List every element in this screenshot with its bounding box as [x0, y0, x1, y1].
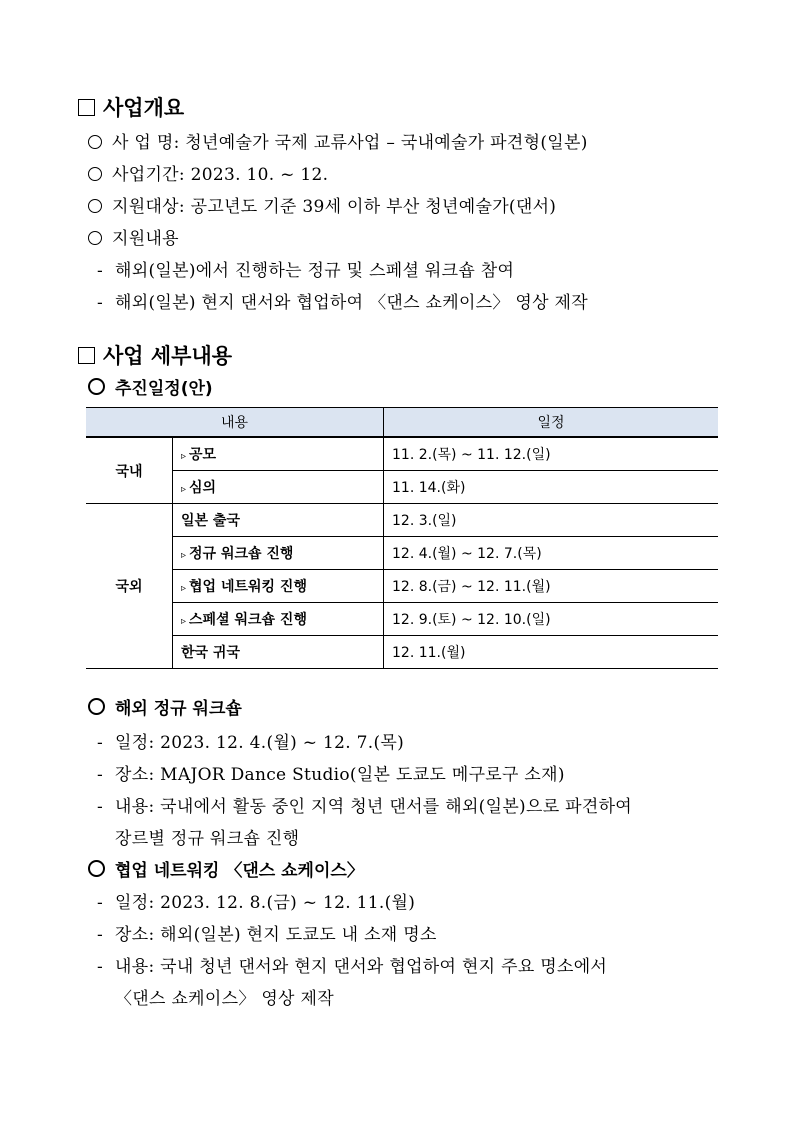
checkbox-square-icon [78, 99, 95, 116]
row-item: ▹ 심의 [173, 471, 384, 504]
table-header-date: 일정 [384, 408, 719, 438]
overview-item: 사업기간: 2023. 10. ~ 12. [88, 160, 328, 185]
table-row [86, 504, 718, 537]
networking-line: - 일정: 2023. 12. 8.(금) ~ 12. 11.(월) [97, 893, 416, 913]
workshop-line-continued: 장르별 정규 워크숍 진행 [115, 829, 300, 849]
workshop-line: - 내용: 국내에서 활동 중인 지역 청년 댄서를 해외(일본)으로 파견하여 [97, 797, 633, 817]
row-date: 12. 3.(일) [384, 504, 719, 537]
dash-bullet: - [97, 293, 104, 313]
table-row [86, 471, 718, 504]
row-item: 일본 출국 [173, 504, 384, 537]
overview-sub-item: - 해외(일본)에서 진행하는 정규 및 스페셜 워크숍 참여 [97, 261, 515, 281]
row-date: 11. 14.(화) [384, 471, 719, 504]
row-date: 12. 11.(월) [384, 636, 719, 669]
dash-bullet: - [97, 733, 104, 753]
circle-bullet-icon [88, 378, 105, 395]
row-date: 12. 9.(토) ~ 12. 10.(일) [384, 603, 719, 636]
triangle-marker-icon: ▹ [181, 484, 187, 495]
section-title-details: 사업 세부내용 [78, 340, 232, 370]
table-header-row [86, 408, 718, 438]
schedule-heading: 추진일정(안) [88, 374, 213, 399]
table-row [86, 537, 718, 570]
triangle-marker-icon: ▹ [181, 451, 187, 462]
schedule-table [86, 407, 718, 669]
circle-bullet-icon [88, 167, 102, 181]
dash-bullet: - [97, 797, 104, 817]
dash-bullet: - [97, 957, 104, 977]
workshop-heading: 해외 정규 워크숍 [88, 694, 242, 719]
workshop-line: - 일정: 2023. 12. 4.(월) ~ 12. 7.(목) [97, 733, 405, 753]
circle-bullet-icon [88, 199, 102, 213]
overview-item: 사 업 명: 청년예술가 국제 교류사업 – 국내예술가 파견형(일본) [88, 128, 588, 153]
circle-bullet-icon [88, 135, 102, 149]
dash-bullet: - [97, 893, 104, 913]
overview-item: 지원대상: 공고년도 기준 39세 이하 부산 청년예술가(댄서) [88, 192, 556, 217]
dash-bullet: - [97, 765, 104, 785]
networking-heading: 협업 네트워킹 〈댄스 쇼케이스〉 [88, 856, 364, 881]
workshop-line: - 장소: MAJOR Dance Studio(일본 도쿄도 메구로구 소재) [97, 765, 565, 785]
overview-item: 지원내용 [88, 224, 179, 249]
table-header-content: 내용 [86, 408, 384, 438]
table-row [86, 636, 718, 669]
circle-bullet-icon [88, 231, 102, 245]
row-date: 12. 8.(금) ~ 12. 11.(월) [384, 570, 719, 603]
table-row [86, 570, 718, 603]
row-date: 12. 4.(월) ~ 12. 7.(목) [384, 537, 719, 570]
row-item: ▹ 정규 워크숍 진행 [173, 537, 384, 570]
table-row [86, 603, 718, 636]
triangle-marker-icon: ▹ [181, 550, 187, 561]
networking-line: - 내용: 국내 청년 댄서와 현지 댄서와 협업하여 현지 주요 명소에서 [97, 957, 608, 977]
group-domestic: 국내 [86, 437, 173, 504]
group-overseas: 국외 [86, 504, 173, 669]
row-item: ▹ 스페셜 워크숍 진행 [173, 603, 384, 636]
section-title-overview: 사업개요 [78, 92, 184, 122]
networking-line-continued: 〈댄스 쇼케이스〉 영상 제작 [115, 989, 334, 1009]
checkbox-square-icon [78, 347, 95, 364]
circle-bullet-icon [88, 698, 105, 715]
overview-sub-item: - 해외(일본) 현지 댄서와 협업하여 〈댄스 쇼케이스〉 영상 제작 [97, 293, 588, 313]
table-row [86, 437, 718, 471]
row-item: ▹ 협업 네트워킹 진행 [173, 570, 384, 603]
networking-line: - 장소: 해외(일본) 현지 도쿄도 내 소재 명소 [97, 925, 437, 945]
row-date: 11. 2.(목) ~ 11. 12.(일) [384, 437, 719, 471]
triangle-marker-icon: ▹ [181, 616, 187, 627]
row-item: 한국 귀국 [173, 636, 384, 669]
row-item: ▹ 공모 [173, 437, 384, 471]
dash-bullet: - [97, 261, 104, 281]
triangle-marker-icon: ▹ [181, 583, 187, 594]
circle-bullet-icon [88, 860, 105, 877]
dash-bullet: - [97, 925, 104, 945]
